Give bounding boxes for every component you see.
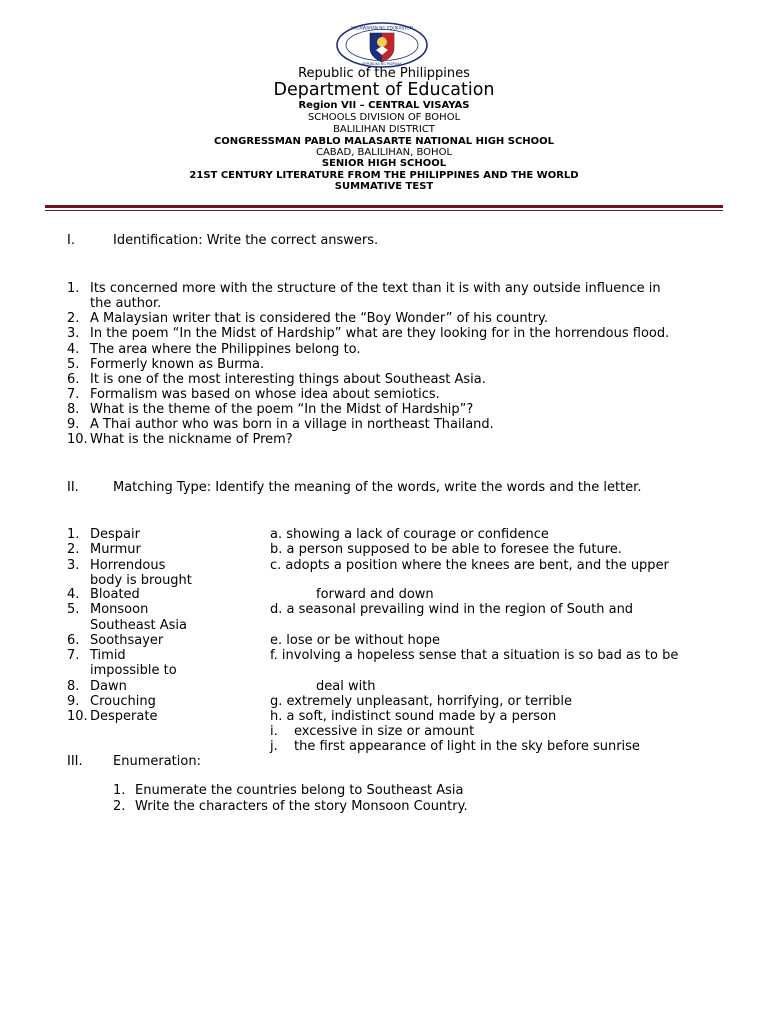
matching-word: Crouching: [90, 694, 156, 709]
list-item-text: Formalism was based on whose idea about semiotics.: [90, 387, 440, 402]
matching-extra-meaning: the first appearance of light in the sky before sunrise: [294, 739, 640, 754]
list-item-number: 10.: [67, 432, 88, 447]
header-divider-thin: [45, 210, 723, 211]
list-item-text: The area where the Philippines belong to.: [90, 342, 361, 357]
matching-number: 1.: [67, 527, 80, 542]
matching-number: 6.: [67, 633, 80, 648]
matching-extra-letter: i.: [270, 724, 278, 739]
matching-meaning-continuation: deal with: [316, 679, 376, 694]
part2-numeral: II.: [67, 480, 79, 495]
matching-meaning: b. a person supposed to be able to foresee the future.: [270, 542, 622, 557]
matching-number: 10.: [67, 709, 88, 724]
matching-meaning: c. adopts a position where the knees are bent, and the upper: [270, 558, 669, 573]
matching-extra-letter: j.: [270, 739, 278, 754]
matching-meaning: e. lose or be without hope: [270, 633, 440, 648]
matching-number: 3.: [67, 558, 80, 573]
matching-word: Soothsayer: [90, 633, 164, 648]
list-item-text: What is the nickname of Prem?: [90, 432, 293, 447]
list-item-text: Enumerate the countries belong to Southeast Asia: [135, 783, 464, 798]
matching-extra-meaning: excessive in size or amount: [294, 724, 475, 739]
matching-meaning: f. involving a hopeless sense that a situation is so bad as to be: [270, 648, 679, 663]
matching-word: Dawn: [90, 679, 127, 694]
part1-numeral: I.: [67, 233, 75, 248]
matching-number: 8.: [67, 679, 80, 694]
list-item-text: Formerly known as Burma.: [90, 357, 265, 372]
matching-number: 7.: [67, 648, 80, 663]
list-item-number: 5.: [67, 357, 80, 372]
header-address: CABAD, BALILIHAN, BOHOL: [315, 147, 453, 158]
list-item-text: It is one of the most interesting things about Southeast Asia.: [90, 372, 486, 387]
list-item-text: Write the characters of the story Monsoon Country.: [135, 799, 468, 814]
part2-title: Matching Type: Identify the meaning of the words, write the words and the letter.: [113, 480, 642, 495]
header-department: Department of Education: [273, 80, 495, 100]
matching-word: Despair: [90, 527, 140, 542]
list-item-text: A Thai author who was born in a village in northeast Thailand.: [90, 417, 494, 432]
list-item-text: A Malaysian writer that is considered the “Boy Wonder” of his country.: [90, 311, 549, 326]
header-subject: 21ST CENTURY LITERATURE FROM THE PHILIPPINES AND THE WORLD: [189, 170, 579, 181]
header-region: Region VII – CENTRAL VISAYAS: [298, 100, 470, 111]
list-item-number: 8.: [67, 402, 80, 417]
matching-meaning-continuation: forward and down: [316, 587, 434, 602]
header-district: BALILIHAN DISTRICT: [333, 124, 435, 135]
matching-meaning: h. a soft, indistinct sound made by a person: [270, 709, 557, 724]
list-item-number: 2.: [113, 799, 126, 814]
list-item-text: the author.: [90, 296, 162, 311]
matching-meaning: g. extremely unpleasant, horrifying, or terrible: [270, 694, 573, 709]
matching-meaning: a. showing a lack of courage or confidence: [270, 527, 549, 542]
matching-number: 4.: [67, 587, 80, 602]
matching-word: Monsoon: [90, 602, 149, 617]
list-item-text: What is the theme of the poem “In the Midst of Hardship”?: [90, 402, 474, 417]
svg-text:REPUBLIKA NG PILIPINAS: REPUBLIKA NG PILIPINAS: [362, 62, 402, 66]
list-item-number: 1.: [67, 281, 80, 296]
list-item-text: In the poem “In the Midst of Hardship” what are they looking for in the horrendous flood.: [90, 326, 670, 341]
list-item-number: 7.: [67, 387, 80, 402]
matching-number: 5.: [67, 602, 80, 617]
matching-number: 9.: [67, 694, 80, 709]
list-item-number: 4.: [67, 342, 80, 357]
header-republic: Republic of the Philippines: [298, 66, 470, 81]
matching-word: Murmur: [90, 542, 141, 557]
matching-word: Desperate: [90, 709, 158, 724]
list-item-number: 3.: [67, 326, 80, 341]
matching-word: impossible to: [90, 663, 177, 678]
svg-text:KAGAWARAN NG EDUKASYON: KAGAWARAN NG EDUKASYON: [351, 25, 413, 31]
matching-number: 2.: [67, 542, 80, 557]
part3-title: Enumeration:: [113, 754, 201, 769]
header-school: CONGRESSMAN PABLO MALASARTE NATIONAL HIGH SCHOOL: [213, 136, 555, 147]
matching-word: Southeast Asia: [90, 618, 187, 633]
matching-word: body is brought: [90, 573, 192, 588]
list-item-number: 9.: [67, 417, 80, 432]
header-divider-thick: [45, 205, 723, 208]
part3-numeral: III.: [67, 754, 83, 769]
matching-word: Timid: [90, 648, 126, 663]
part1-title: Identification: Write the correct answers.: [113, 233, 379, 248]
header-test-title: SUMMATIVE TEST: [334, 181, 434, 192]
header-level: SENIOR HIGH SCHOOL: [321, 158, 447, 169]
list-item-number: 6.: [67, 372, 80, 387]
list-item-number: 2.: [67, 311, 80, 326]
matching-meaning: d. a seasonal prevailing wind in the region of South and: [270, 602, 634, 617]
list-item-text: Its concerned more with the structure of the text than it is with any outside influence in: [90, 281, 661, 296]
header-division: SCHOOLS DIVISION OF BOHOL: [307, 112, 461, 123]
matching-word: Horrendous: [90, 558, 166, 573]
list-item-number: 1.: [113, 783, 126, 798]
matching-word: Bloated: [90, 587, 140, 602]
deped-seal-logo: [336, 22, 428, 68]
